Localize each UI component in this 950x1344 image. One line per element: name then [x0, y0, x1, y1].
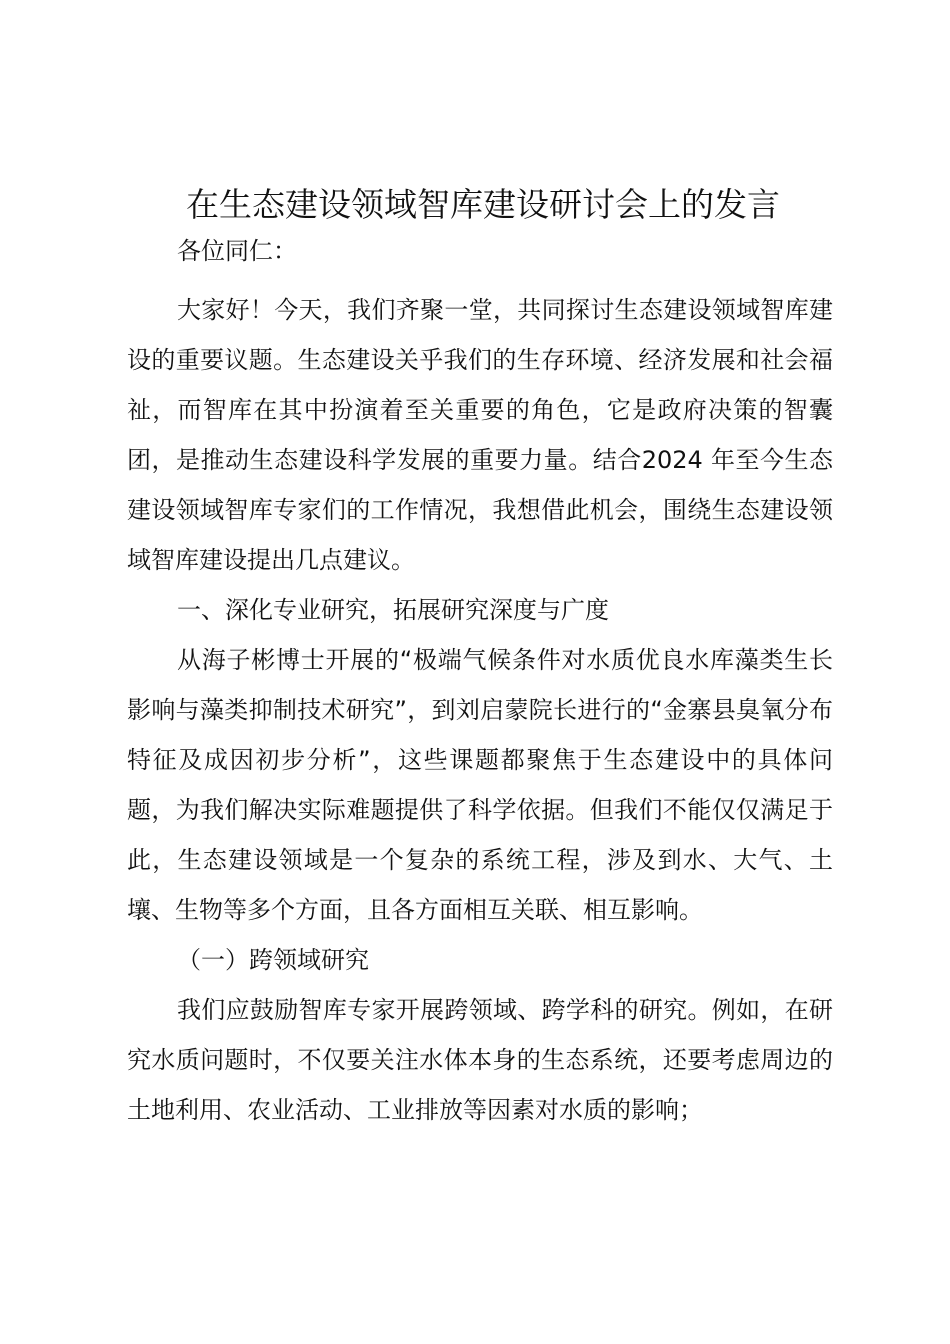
salutation: 各位同仁： — [177, 237, 297, 265]
document-title: 在生态建设领域智库建设研讨会上的发言 — [186, 185, 780, 224]
document-content — [127, 183, 833, 1135]
subsection-paragraph-1: 我们应鼓励智库专家开展跨领域、跨学科的研究。例如，在研究水质问题时，不仅要关注水体本身的生态系统，还要考虑周边的土地利用、农业活动、工业排放等因素对水质的影响； — [127, 996, 833, 1124]
section-heading-1: 一、深化专业研究，拓展研究深度与广度 — [177, 596, 609, 624]
section-paragraph-1: 从海子彬博士开展的“极端气候条件对水质优良水库藻类生长影响与藻类抑制技术研究”，到刘启蒙院长进行的“金寨县臭氧分布特征及成因初步分析”，这些课题都聚焦于生态建设中的具体问题，为我们解决实际难题提供了科学依据。但我们不能仅仅满足于此，生态建设领域是一个复杂的系统工程，涉及到水、大气、土壤、生物等多个方面，且各方面相互关联、相互影响。 — [127, 646, 833, 924]
intro-paragraph: 大家好！今天，我们齐聚一堂，共同探讨生态建设领域智库建设的重要议题。生态建设关乎我们的生存环境、经济发展和社会福祉，而智库在其中扮演着至关重要的角色，它是政府决策的智囊团，是推动生态建设科学发展的重要力量。结合2024 年至今生态建设领域智库专家们的工作情况，我想借此机会，围绕生态建设领域智库建设提出几点建议。 — [127, 296, 833, 574]
subsection-heading-1: （一）跨领域研究 — [177, 946, 369, 974]
